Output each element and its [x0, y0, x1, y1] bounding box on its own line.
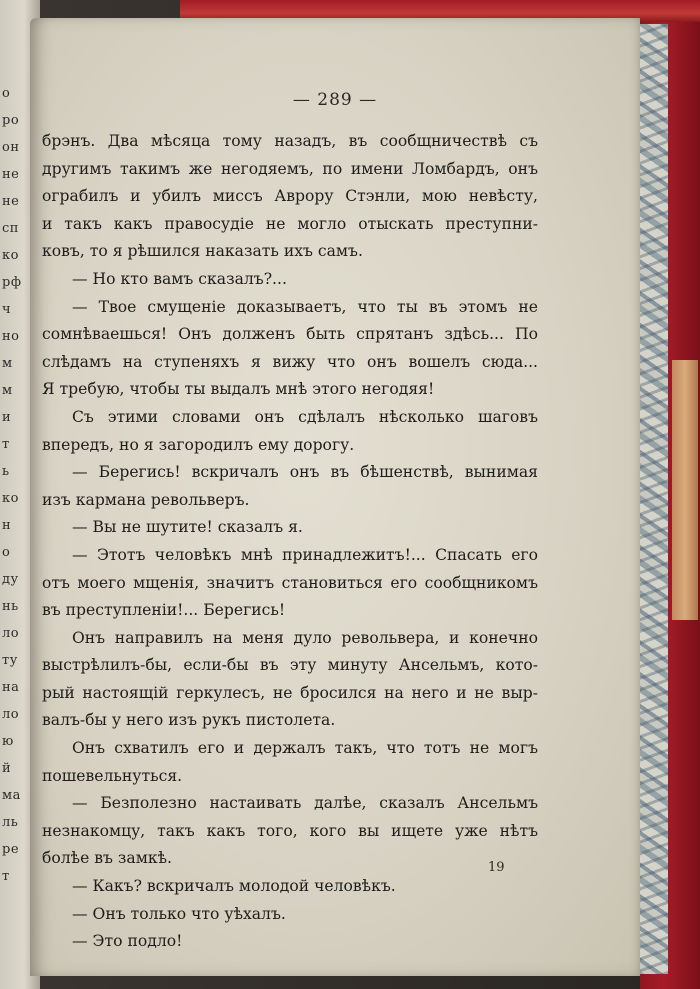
text-line: — Какъ? вскричалъ молодой человѣкъ.: [72, 877, 396, 896]
previous-page-line: ло: [2, 626, 20, 641]
previous-page-line: нь: [2, 599, 19, 614]
previous-page-line: ко: [2, 491, 19, 506]
previous-page-line: о: [2, 86, 11, 101]
text-line: въ преступленіи!... Берегись!: [42, 601, 286, 620]
text-line: — Этотъ человѣкъ мнѣ принадлежитъ!... Спасать его: [72, 545, 538, 564]
text-line: сомнѣваешься! Онъ долженъ быть спрятанъ здѣсь... По: [42, 325, 538, 344]
text-line: другимъ такимъ же негодяемъ, по имени Ломбардъ, онъ: [42, 159, 538, 178]
text-line: Съ этими словами онъ сдѣлалъ нѣсколько шаговъ: [72, 407, 538, 426]
previous-page-line: ро: [2, 113, 20, 128]
previous-page-line: т: [2, 869, 10, 884]
text-line: отъ моего мщенія, значитъ становиться его сообщникомъ: [42, 573, 538, 592]
text-line: выстрѣлилъ-бы, если-бы въ эту минуту Ансельмъ, кото-: [42, 656, 538, 675]
previous-page-line: ч: [2, 302, 12, 317]
previous-page-line: о: [2, 545, 11, 560]
text-line: — Твое смущеніе доказываетъ, что ты въ этомъ не: [72, 297, 538, 316]
text-line: — Берегись! вскричалъ онъ въ бѣшенствѣ, вынимая: [72, 463, 538, 482]
previous-page-line: ю: [2, 734, 14, 749]
text-line: ограбилъ и убилъ миссъ Аврору Стэнли, мою невѣсту,: [42, 187, 538, 206]
page-body-text: [42, 128, 538, 956]
previous-page-line: н: [2, 518, 12, 533]
previous-page-line: но: [2, 329, 20, 344]
text-line: изъ кармана револьверъ.: [42, 490, 250, 509]
previous-page-line: ль: [2, 815, 19, 830]
text-line: рый настоящій геркулесъ, не бросился на него и не выр-: [42, 683, 538, 702]
text-line: — Вы не шутите! сказалъ я.: [72, 518, 303, 537]
text-line: Я требую, чтобы ты выдалъ мнѣ этого негодяя!: [42, 380, 435, 399]
previous-page-line: ма: [2, 788, 21, 803]
text-line: Онъ направилъ на меня дуло револьвера, и конечно: [72, 628, 538, 647]
page-number: — 289 —: [292, 90, 378, 110]
previous-page-line: м: [2, 383, 13, 398]
previous-page-line: сп: [2, 221, 19, 236]
text-line: — Но кто вамъ сказалъ?...: [72, 269, 287, 288]
previous-page-line: ту: [2, 653, 18, 668]
previous-page-line: не: [2, 194, 20, 209]
previous-page-line: ду: [2, 572, 19, 587]
previous-page-line: он: [2, 140, 20, 155]
previous-page-line: ь: [2, 464, 10, 479]
text-line: — Это подло!: [72, 932, 183, 951]
text-line: болѣе въ замкѣ.: [42, 849, 172, 868]
text-line: ковъ, то я рѣшился наказать ихъ самъ.: [42, 242, 363, 261]
previous-page-line: й: [2, 761, 12, 776]
book-page: [30, 18, 640, 976]
text-line: — Безполезно настаивать далѣе, сказалъ Ансельмъ: [72, 794, 538, 813]
text-line: слѣдамъ на ступеняхъ я вижу что онъ вошелъ сюда...: [42, 352, 538, 371]
text-line: валъ-бы у него изъ рукъ пистолета.: [42, 711, 336, 730]
previous-page-line: ре: [2, 842, 20, 857]
text-line: и такъ какъ правосудіе не могло отыскать преступни-: [42, 214, 538, 233]
previous-page-line: т: [2, 437, 10, 452]
previous-page-line: не: [2, 167, 20, 182]
previous-page-line: м: [2, 356, 13, 371]
text-line: Онъ схватилъ его и держалъ такъ, что тотъ не могъ: [72, 739, 538, 758]
cover-gilding: [672, 360, 698, 620]
text-line: незнакомцу, такъ какъ того, кого вы ищете уже нѣтъ: [42, 821, 538, 840]
previous-page-line: и: [2, 410, 12, 425]
previous-page-line: на: [2, 680, 20, 695]
text-line: брэнъ. Два мѣсяца тому назадъ, въ сообщничествѣ съ: [42, 132, 538, 150]
text-line: — Онъ только что уѣхалъ.: [72, 904, 286, 923]
text-line: впередъ, но я загородилъ ему дорогу.: [42, 435, 355, 454]
previous-page-line: рф: [2, 275, 22, 290]
previous-page-line: ко: [2, 248, 19, 263]
previous-page-line: ло: [2, 707, 20, 722]
text-line: пошевельнуться.: [42, 766, 183, 785]
printer-signature-mark: 19: [488, 860, 505, 875]
